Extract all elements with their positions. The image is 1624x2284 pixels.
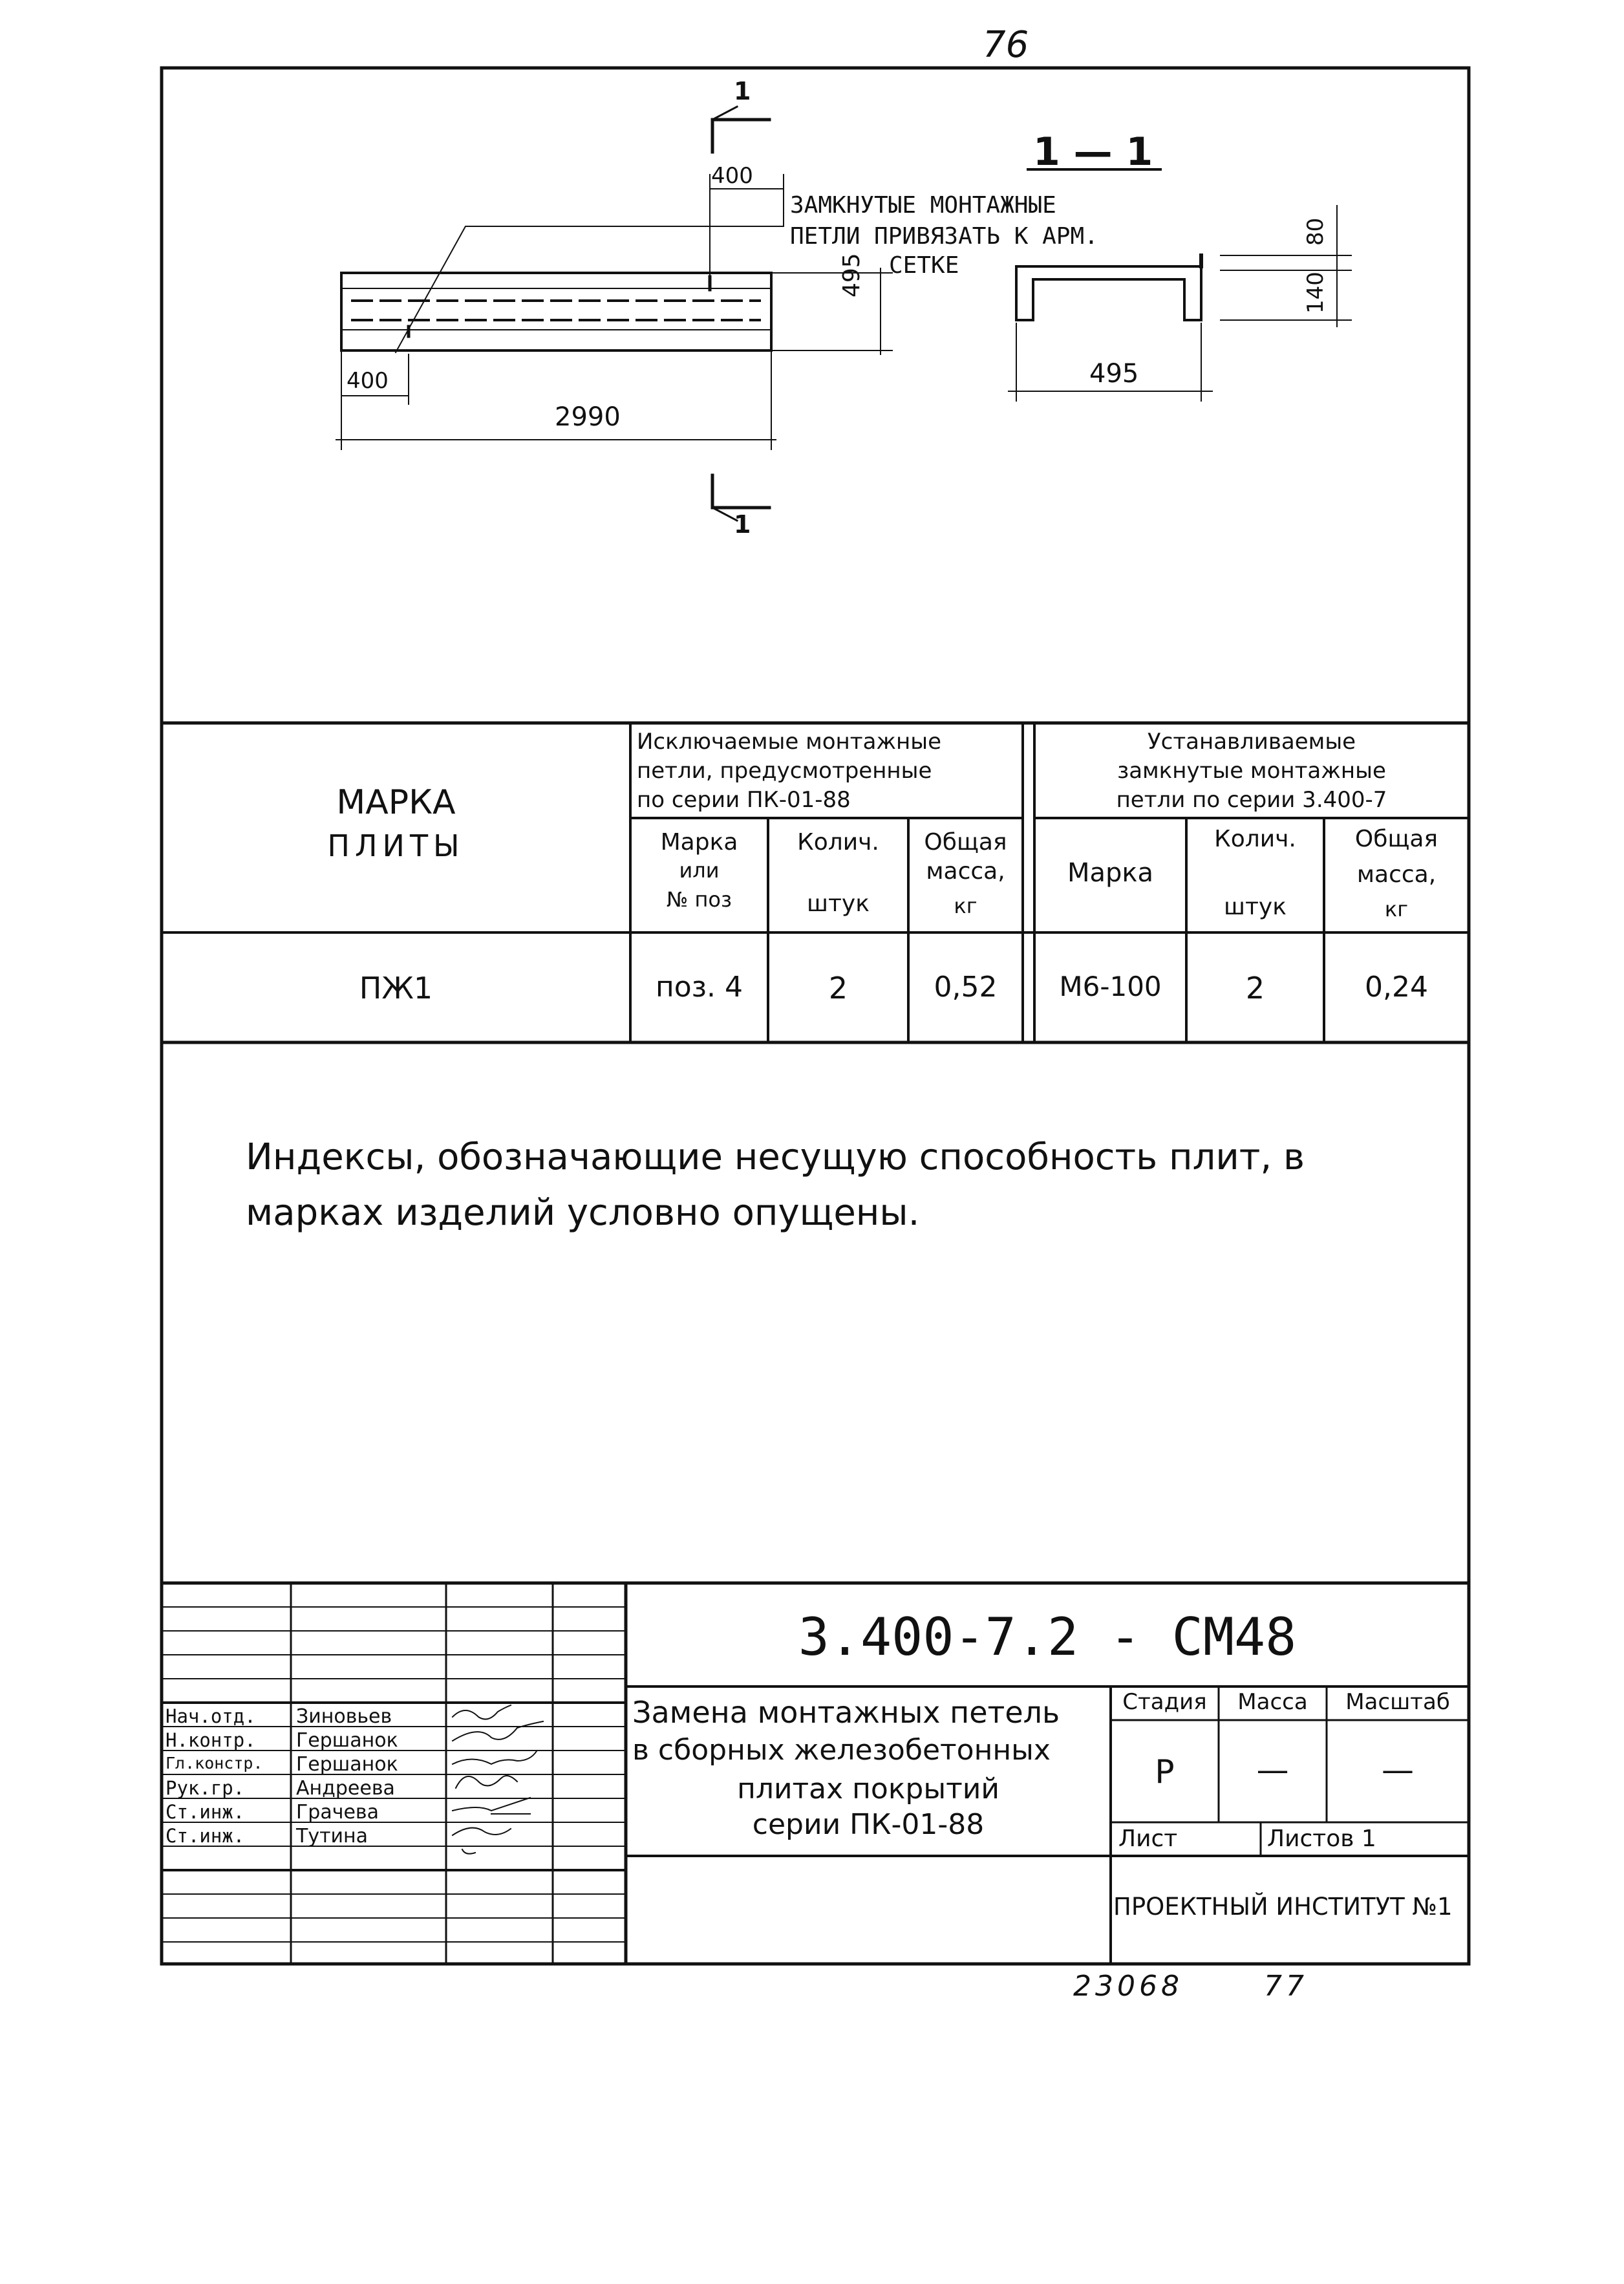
role-2: Н.контр. [166,1729,256,1751]
cell-pos: поз. 4 [655,971,743,1004]
name-5: Грачева [296,1801,379,1824]
scale-label: Масштаб [1345,1689,1450,1715]
title-line-2: в сборных железобетонных [632,1734,1051,1767]
cell-mass2: 0,24 [1365,971,1428,1004]
name-3: Гершанок [296,1753,398,1776]
sub2-mass-2: масса, [1356,861,1437,888]
sub1-mass-3: кг [954,894,978,918]
slab-elevation [341,273,771,350]
sheet-label: Лист [1118,1826,1178,1852]
mass-value: — [1256,1751,1289,1789]
cell-mass1: 0,52 [934,971,998,1004]
dim-495-height: 495 [839,253,865,297]
role-4: Рук.гр. [166,1777,245,1799]
role-6: Ст.инж. [166,1825,245,1847]
scale-value: — [1382,1751,1414,1789]
cell-slab: ПЖ1 [359,971,433,1006]
stage-label: Стадия [1122,1689,1207,1715]
drawing-code: 3.400-7.2 - СМ48 [798,1607,1297,1667]
group1-header-2: петли, предусмотренные [637,758,932,784]
note-loops-line2: ПЕТЛИ ПРИВЯЗАТЬ К АРМ. [790,223,1098,250]
name-4: Андреева [296,1777,395,1800]
sub1-qty-2: штук [807,890,870,917]
sheets-label: Листов 1 [1267,1826,1376,1852]
dim-80: 80 [1303,217,1329,246]
group2-header-1: Устанавливаемые [1147,729,1356,755]
section-title: 1 — 1 [1033,129,1153,175]
dim-400-top: 400 [711,163,753,189]
group2-header-2: замкнутые монтажные [1117,758,1386,784]
inventory-number: 23068 [1073,1970,1183,2003]
sub1-mark-2: или [679,858,720,883]
note-line-1: Индексы, обозначающие несущую способность плит, в [246,1136,1305,1178]
group1-header-1: Исключаемые монтажные [637,729,942,755]
signature-scribbles [453,1705,543,1854]
dim-140: 140 [1303,272,1329,314]
note-loops-line1: ЗАМКНУТЫЕ МОНТАЖНЫЕ [790,192,1056,219]
section-mark-top [712,120,769,152]
sub1-mass-1: Общая [924,829,1007,856]
section-mark-label-top: 1 [734,77,751,105]
role-1: Нач.отд. [166,1705,256,1727]
group2-header-3: петли по серии 3.400-7 [1116,787,1387,813]
sub2-mass-3: кг [1384,897,1409,921]
organization: ПРОЕКТНЫЙ ИНСТИТУТ №1 [1113,1893,1453,1921]
section-profile [1016,266,1201,320]
title-line-1: Замена монтажных петель [632,1695,1060,1730]
sub2-mark: Марка [1067,858,1154,888]
sub2-qty-2: штук [1224,894,1287,920]
dim-400-bottom: 400 [347,368,389,394]
cell-qty2: 2 [1245,971,1265,1006]
title-line-3: плитах покрытий [737,1772,999,1805]
note-loops-line3: СЕТКЕ [889,252,959,279]
footer-page: 77 [1264,1970,1308,2003]
section-mark-label-bottom: 1 [734,510,751,539]
note-line-2: марках изделий условно опущены. [246,1192,920,1234]
title-line-4: серии ПК-01-88 [752,1808,985,1841]
role-5: Ст.инж. [166,1801,245,1823]
name-6: Тутина [296,1825,369,1848]
stage-value: Р [1155,1753,1175,1791]
role-3: Гл.констр. [166,1754,263,1772]
dim-495-width: 495 [1089,359,1139,389]
group1-header-3: по серии ПК-01-88 [637,787,851,813]
page-number: 76 [983,24,1029,66]
name-1: Зиновьев [296,1705,392,1728]
sub2-mass-1: Общая [1354,826,1438,852]
sheet-frame [162,68,1469,1964]
dim-2990: 2990 [555,402,621,432]
cell-mark2: М6-100 [1059,971,1162,1002]
cell-qty1: 2 [828,971,848,1006]
sub2-qty-1: Колич. [1214,826,1296,852]
sub1-qty-1: Колич. [797,829,879,856]
section-mark-bottom [712,475,769,508]
mass-label: Масса [1237,1689,1308,1715]
header-slab-mark-2: ПЛИТЫ [327,828,465,863]
header-slab-mark-1: МАРКА [336,783,456,822]
sub1-mass-2: масса, [926,858,1005,885]
name-2: Гершанок [296,1729,398,1752]
sub1-mark-1: Марка [660,829,738,856]
sub1-mark-3: № поз [667,887,732,912]
